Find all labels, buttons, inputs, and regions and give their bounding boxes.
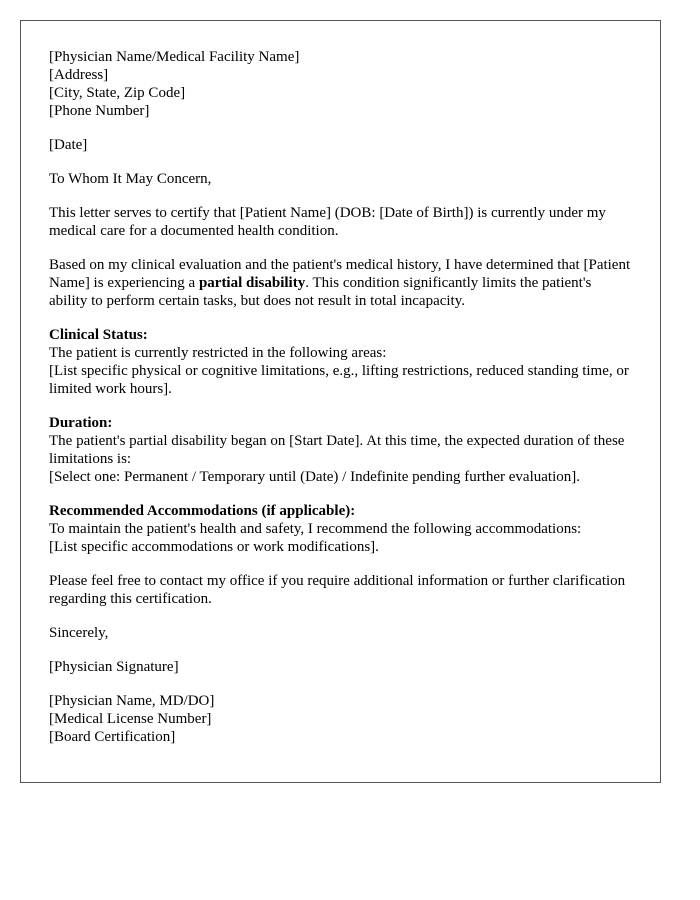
- duration-options: [Select one: Permanent / Temporary until (Date) / Indefinite pending further evaluation].: [49, 469, 580, 485]
- intro-paragraph: This letter serves to certify that [Patient Name] (DOB: [Date of Birth]) is currently under my medical care for a documented health condition.: [49, 205, 606, 239]
- salutation: To Whom It May Concern,: [49, 171, 212, 187]
- board-certification: [Board Certification]: [49, 729, 176, 745]
- address-line: [Address]: [49, 67, 109, 83]
- clinical-status-text: The patient is currently restricted in the following areas:: [49, 345, 387, 361]
- accommodations-list: [List specific accommodations or work modifications].: [49, 539, 379, 555]
- duration-section: [49, 414, 632, 486]
- closing: Sincerely,: [49, 625, 109, 641]
- city-state-zip-line: [City, State, Zip Code]: [49, 85, 186, 101]
- evaluation-text-before: Based on my clinical evaluation and the patient's medical history, I have determined that [Patient Name] is experiencing a: [49, 257, 631, 291]
- clinical-status-section: [49, 326, 632, 398]
- signature-placeholder: [Physician Signature]: [49, 659, 179, 675]
- accommodations-heading: Recommended Accommodations (if applicable):: [49, 503, 356, 519]
- accommodations-section: [49, 502, 632, 556]
- medical-license-number: [Medical License Number]: [49, 711, 212, 727]
- letterhead: [49, 48, 632, 120]
- duration-heading: Duration:: [49, 415, 113, 431]
- letter-date: [Date]: [49, 137, 88, 153]
- duration-text: The patient's partial disability began on [Start Date]. At this time, the expected duration of these limitations is:: [49, 433, 625, 467]
- evaluation-text-after: . This condition significantly limits the patient's ability to perform certain tasks, but does not result in total incapacity.: [49, 275, 592, 309]
- evaluation-paragraph: [49, 256, 632, 310]
- physician-facility-name: [Physician Name/Medical Facility Name]: [49, 49, 300, 65]
- clinical-status-heading: Clinical Status:: [49, 327, 148, 343]
- physician-name-credentials: [Physician Name, MD/DO]: [49, 693, 215, 709]
- phone-number-line: [Phone Number]: [49, 103, 150, 119]
- signoff-block: [49, 692, 632, 746]
- partial-disability-emphasis: partial disability: [198, 275, 306, 291]
- contact-paragraph: Please feel free to contact my office if you require additional information or further clarification regarding this certification.: [49, 573, 626, 607]
- letter-document: [20, 20, 661, 783]
- accommodations-text: To maintain the patient's health and safety, I recommend the following accommodations:: [49, 521, 582, 537]
- clinical-status-limitations: [List specific physical or cognitive limitations, e.g., lifting restrictions, reduced standing time, or limited work hours].: [49, 363, 629, 397]
